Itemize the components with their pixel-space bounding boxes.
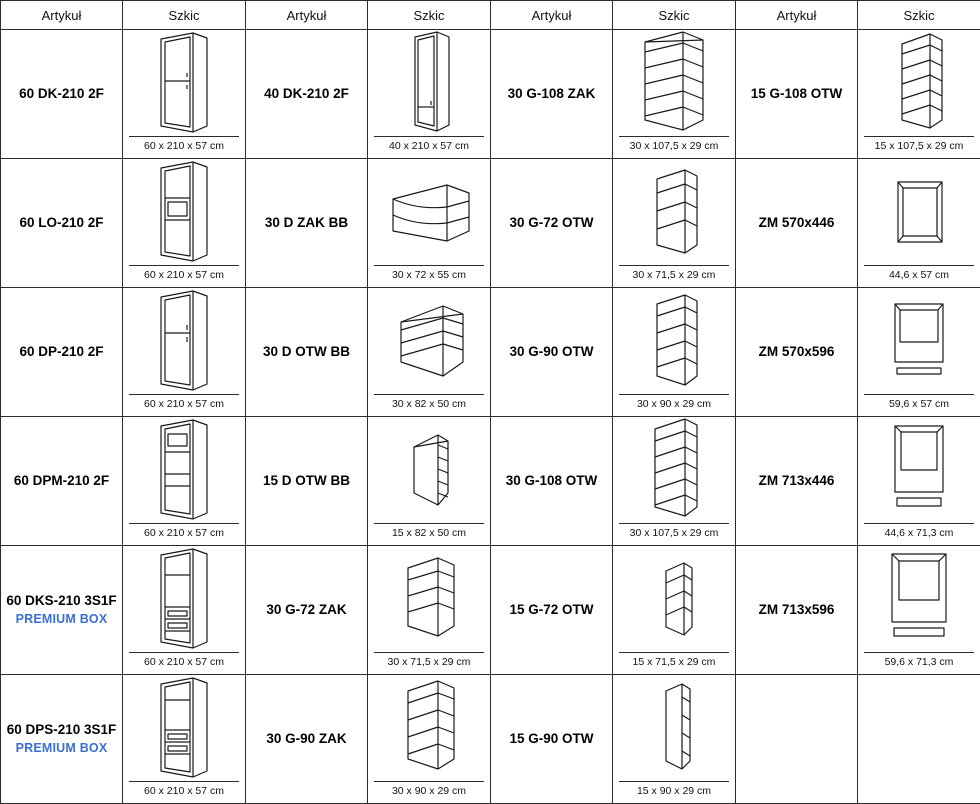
open-wall-narrow-90-icon (613, 677, 735, 781)
product-code-cell (1, 417, 123, 546)
product-sketch-cell (858, 159, 980, 288)
product-code-label: 30 D OTW BB (263, 344, 350, 359)
product-code-cell (246, 675, 368, 804)
tall-cabinet-fridge-icon (123, 290, 245, 394)
premium-box-badge: PREMIUM BOX (1, 611, 122, 628)
column-header-article-2: Artykuł (246, 1, 368, 30)
product-code-label: 30 G-90 OTW (509, 344, 593, 359)
product-code-cell (246, 546, 368, 675)
premium-box-badge: PREMIUM BOX (1, 740, 122, 757)
product-code-cell (1, 675, 123, 804)
empty-cell (736, 675, 858, 804)
dimensions-label: 60 x 210 x 57 cm (129, 394, 239, 414)
empty-cell (858, 675, 980, 804)
corner-wall-unit-72-icon (368, 548, 490, 652)
product-code-label: 30 G-72 ZAK (266, 602, 346, 617)
product-code-label: ZM 570x596 (759, 344, 835, 359)
product-sketch-cell (858, 546, 980, 675)
product-code-label: 30 G-90 ZAK (266, 731, 346, 746)
table-row (1, 417, 980, 546)
dishwasher-front-panel-icon (858, 161, 980, 265)
product-sketch-cell (123, 546, 246, 675)
product-code-cell (1, 159, 123, 288)
tall-cabinet-drawers-fridge-icon (123, 677, 245, 781)
dimensions-label: 60 x 210 x 57 cm (129, 781, 239, 801)
product-code-cell (491, 288, 613, 417)
product-sketch-cell (613, 159, 736, 288)
dimensions-label: 59,6 x 71,3 cm (864, 652, 974, 672)
dimensions-label: 15 x 71,5 x 29 cm (619, 652, 729, 672)
product-sketch-cell (368, 546, 491, 675)
dishwasher-front-panel-tall-icon (858, 290, 980, 394)
product-code-label: 15 G-108 OTW (751, 86, 843, 101)
column-header-article-4: Artykuł (736, 1, 858, 30)
product-sketch-cell (123, 159, 246, 288)
product-sketch-cell (858, 30, 980, 159)
dimensions-label: 40 x 210 x 57 cm (374, 136, 484, 156)
column-header-sketch-4: Szkic (858, 1, 980, 30)
product-sketch-cell (368, 30, 491, 159)
dimensions-label: 30 x 72 x 55 cm (374, 265, 484, 285)
product-code-label: 60 DKS-210 3S1F (6, 593, 116, 608)
product-sketch-cell (368, 675, 491, 804)
product-code-label: 15 G-90 OTW (509, 731, 593, 746)
dimensions-label: 44,6 x 57 cm (864, 265, 974, 285)
product-sketch-cell (123, 675, 246, 804)
product-code-label: 15 G-72 OTW (509, 602, 593, 617)
product-sketch-cell (613, 30, 736, 159)
column-header-article-3: Artykuł (491, 1, 613, 30)
product-code-cell (736, 288, 858, 417)
product-code-cell (246, 288, 368, 417)
product-sketch-cell (858, 288, 980, 417)
product-code-label: 60 DP-210 2F (19, 344, 103, 359)
product-sketch-cell (123, 417, 246, 546)
column-header-article-1: Artykuł (1, 1, 123, 30)
base-corner-unit-icon (368, 161, 490, 265)
dimensions-label: 60 x 210 x 57 cm (129, 523, 239, 543)
table-header-row (1, 1, 980, 30)
corner-wall-unit-90-icon (368, 677, 490, 781)
product-code-cell (491, 675, 613, 804)
column-header-sketch-2: Szkic (368, 1, 491, 30)
product-code-label: 30 G-108 ZAK (508, 86, 596, 101)
product-code-label: 60 DPS-210 3S1F (7, 722, 117, 737)
table-row (1, 288, 980, 417)
product-sketch-cell (368, 417, 491, 546)
dishwasher-front-panel-713x596-icon (858, 548, 980, 652)
product-code-label: 30 G-108 OTW (506, 473, 598, 488)
table-row (1, 546, 980, 675)
column-header-sketch-3: Szkic (613, 1, 736, 30)
product-code-cell (246, 417, 368, 546)
dimensions-label: 15 x 82 x 50 cm (374, 523, 484, 543)
dimensions-label: 44,6 x 71,3 cm (864, 523, 974, 543)
dimensions-label: 59,6 x 57 cm (864, 394, 974, 414)
product-code-cell (1, 546, 123, 675)
dimensions-label: 60 x 210 x 57 cm (129, 136, 239, 156)
dimensions-label: 30 x 107,5 x 29 cm (619, 136, 729, 156)
product-code-label: 30 D ZAK BB (265, 215, 348, 230)
product-code-cell (736, 417, 858, 546)
dimensions-label: 30 x 90 x 29 cm (374, 781, 484, 801)
product-code-cell (246, 30, 368, 159)
table-row (1, 159, 980, 288)
dimensions-label: 30 x 90 x 29 cm (619, 394, 729, 414)
open-wall-unit-90-icon (613, 290, 735, 394)
dimensions-label: 15 x 90 x 29 cm (619, 781, 729, 801)
product-code-cell (246, 159, 368, 288)
open-wall-narrow-72-icon (613, 548, 735, 652)
corner-wall-unit-tall-icon (613, 32, 735, 136)
product-code-cell (736, 30, 858, 159)
product-code-cell (491, 417, 613, 546)
dimensions-label: 15 x 107,5 x 29 cm (864, 136, 974, 156)
product-code-label: ZM 713x446 (759, 473, 835, 488)
product-code-cell (1, 30, 123, 159)
base-open-unit-icon (368, 290, 490, 394)
product-code-cell (736, 159, 858, 288)
product-code-cell (491, 159, 613, 288)
product-sketch-cell (858, 417, 980, 546)
product-code-label: ZM 570x446 (759, 215, 835, 230)
tall-narrow-cabinet-icon (368, 32, 490, 136)
product-sketch-cell (613, 288, 736, 417)
base-open-narrow-icon (368, 419, 490, 523)
open-wall-unit-tall-icon (858, 32, 980, 136)
table-row (1, 675, 980, 804)
open-wall-unit-108-icon (613, 419, 735, 523)
product-sketch-cell (368, 159, 491, 288)
product-code-label: 30 G-72 OTW (509, 215, 593, 230)
product-sketch-cell (368, 288, 491, 417)
open-wall-unit-medium-icon (613, 161, 735, 265)
product-code-cell (736, 546, 858, 675)
tall-cabinet-2door-icon (123, 32, 245, 136)
product-sketch-cell (613, 675, 736, 804)
product-sketch-cell (123, 288, 246, 417)
product-code-label: 60 DPM-210 2F (14, 473, 109, 488)
table-row (1, 30, 980, 159)
dishwasher-front-panel-713-icon (858, 419, 980, 523)
dimensions-label: 30 x 82 x 50 cm (374, 394, 484, 414)
tall-cabinet-microwave-icon (123, 419, 245, 523)
product-sketch-cell (123, 30, 246, 159)
product-sketch-cell (613, 417, 736, 546)
dimensions-label: 60 x 210 x 57 cm (129, 652, 239, 672)
product-code-cell (1, 288, 123, 417)
column-header-sketch-1: Szkic (123, 1, 246, 30)
product-code-cell (491, 30, 613, 159)
product-code-cell (491, 546, 613, 675)
dimensions-label: 60 x 210 x 57 cm (129, 265, 239, 285)
tall-cabinet-drawers-icon (123, 548, 245, 652)
product-code-label: 15 D OTW BB (263, 473, 350, 488)
product-sketch-cell (613, 546, 736, 675)
product-code-label: 60 DK-210 2F (19, 86, 104, 101)
product-code-label: 60 LO-210 2F (19, 215, 103, 230)
dimensions-label: 30 x 107,5 x 29 cm (619, 523, 729, 543)
product-code-label: 40 DK-210 2F (264, 86, 349, 101)
dimensions-label: 30 x 71,5 x 29 cm (374, 652, 484, 672)
dimensions-label: 30 x 71,5 x 29 cm (619, 265, 729, 285)
tall-cabinet-oven-icon (123, 161, 245, 265)
product-code-label: ZM 713x596 (759, 602, 835, 617)
